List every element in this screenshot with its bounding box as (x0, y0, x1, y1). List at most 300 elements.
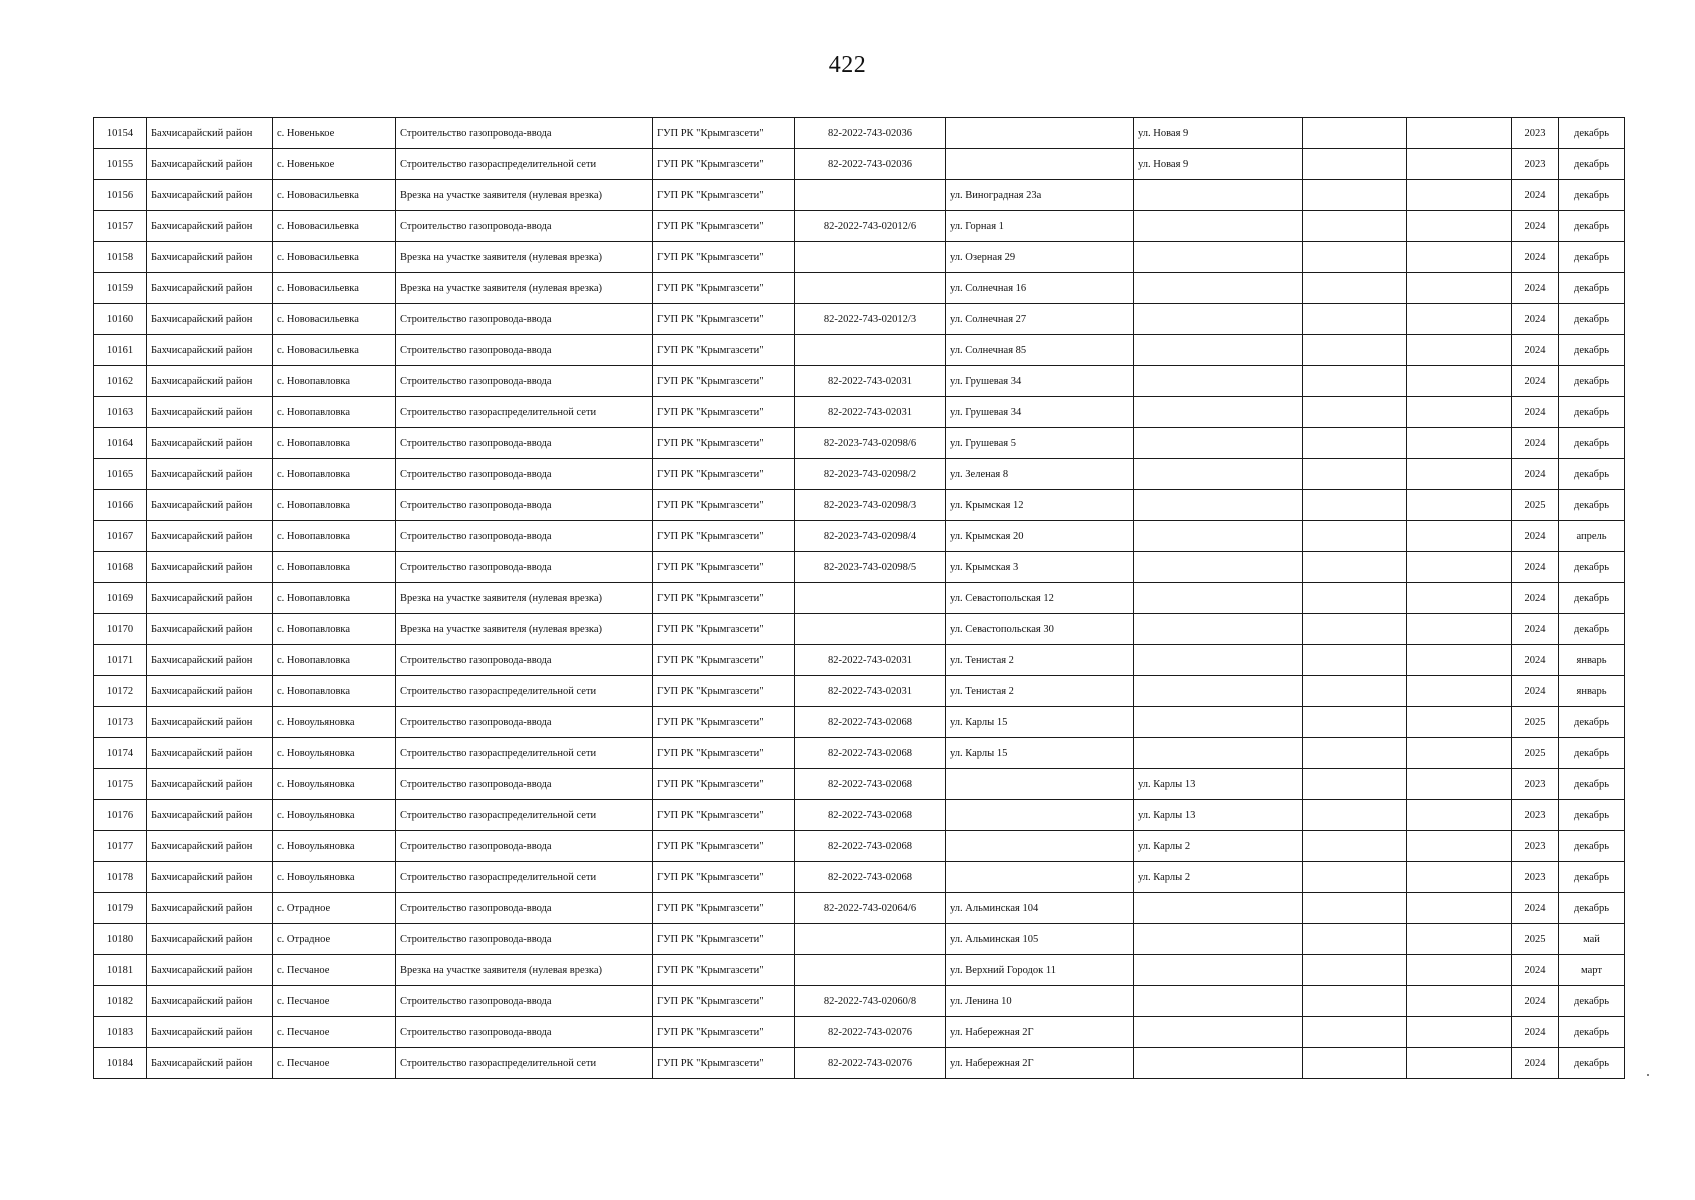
row-number-cell: 10183 (94, 1017, 147, 1048)
district-cell: Бахчисарайский район (147, 955, 273, 986)
registry-table (93, 117, 1625, 1079)
district-cell: Бахчисарайский район (147, 986, 273, 1017)
organization-cell: ГУП РК "Крымгазсети" (653, 862, 795, 893)
empty-cell (1303, 738, 1407, 769)
year-cell: 2024 (1512, 335, 1559, 366)
address-alt-cell (1134, 304, 1303, 335)
organization-cell: ГУП РК "Крымгазсети" (653, 645, 795, 676)
district-cell: Бахчисарайский район (147, 831, 273, 862)
district-cell: Бахчисарайский район (147, 676, 273, 707)
contract-number-cell: 82-2023-743-02098/6 (795, 428, 946, 459)
address-cell: ул. Набережная 2Г (946, 1048, 1134, 1079)
district-cell: Бахчисарайский район (147, 645, 273, 676)
empty-cell (1407, 862, 1512, 893)
locality-cell: с. Песчаное (273, 955, 396, 986)
row-number-cell: 10181 (94, 955, 147, 986)
address-cell: ул. Грушевая 34 (946, 366, 1134, 397)
district-cell: Бахчисарайский район (147, 893, 273, 924)
locality-cell: с. Новопавловка (273, 459, 396, 490)
year-cell: 2024 (1512, 397, 1559, 428)
year-cell: 2024 (1512, 614, 1559, 645)
month-cell: декабрь (1559, 397, 1625, 428)
month-cell: декабрь (1559, 211, 1625, 242)
organization-cell: ГУП РК "Крымгазсети" (653, 583, 795, 614)
address-alt-cell (1134, 614, 1303, 645)
locality-cell: с. Нововасильевка (273, 211, 396, 242)
table-row (94, 1048, 1625, 1079)
work-type-cell: Строительство газопровода-ввода (396, 645, 653, 676)
empty-cell (1303, 490, 1407, 521)
empty-cell (1303, 397, 1407, 428)
table-row (94, 738, 1625, 769)
locality-cell: с. Песчаное (273, 1048, 396, 1079)
organization-cell: ГУП РК "Крымгазсети" (653, 800, 795, 831)
work-type-cell: Строительство газораспределительной сети (396, 676, 653, 707)
empty-cell (1303, 304, 1407, 335)
locality-cell: с. Новоульяновка (273, 707, 396, 738)
month-cell: декабрь (1559, 552, 1625, 583)
contract-number-cell: 82-2022-743-02060/8 (795, 986, 946, 1017)
year-cell: 2024 (1512, 211, 1559, 242)
contract-number-cell: 82-2022-743-02036 (795, 149, 946, 180)
address-cell (946, 769, 1134, 800)
empty-cell (1303, 955, 1407, 986)
work-type-cell: Строительство газопровода-ввода (396, 118, 653, 149)
address-cell: ул. Виноградная 23а (946, 180, 1134, 211)
district-cell: Бахчисарайский район (147, 583, 273, 614)
year-cell: 2024 (1512, 893, 1559, 924)
year-cell: 2024 (1512, 552, 1559, 583)
empty-cell (1407, 273, 1512, 304)
work-type-cell: Строительство газопровода-ввода (396, 986, 653, 1017)
empty-cell (1407, 180, 1512, 211)
row-number-cell: 10160 (94, 304, 147, 335)
address-cell: ул. Горная 1 (946, 211, 1134, 242)
row-number-cell: 10164 (94, 428, 147, 459)
row-number-cell: 10178 (94, 862, 147, 893)
district-cell: Бахчисарайский район (147, 521, 273, 552)
work-type-cell: Строительство газопровода-ввода (396, 552, 653, 583)
district-cell: Бахчисарайский район (147, 180, 273, 211)
work-type-cell: Строительство газопровода-ввода (396, 366, 653, 397)
empty-cell (1303, 831, 1407, 862)
address-alt-cell (1134, 955, 1303, 986)
address-alt-cell (1134, 738, 1303, 769)
locality-cell: с. Новопавловка (273, 614, 396, 645)
address-cell: ул. Крымская 3 (946, 552, 1134, 583)
empty-cell (1407, 428, 1512, 459)
empty-cell (1303, 149, 1407, 180)
month-cell: декабрь (1559, 986, 1625, 1017)
work-type-cell: Строительство газораспределительной сети (396, 397, 653, 428)
year-cell: 2025 (1512, 490, 1559, 521)
month-cell: декабрь (1559, 273, 1625, 304)
contract-number-cell: 82-2022-743-02036 (795, 118, 946, 149)
row-number-cell: 10155 (94, 149, 147, 180)
table-row (94, 428, 1625, 459)
table-row (94, 490, 1625, 521)
organization-cell: ГУП РК "Крымгазсети" (653, 335, 795, 366)
year-cell: 2024 (1512, 986, 1559, 1017)
table-row (94, 304, 1625, 335)
empty-cell (1407, 707, 1512, 738)
locality-cell: с. Нововасильевка (273, 180, 396, 211)
table-row (94, 180, 1625, 211)
address-cell: ул. Карлы 15 (946, 707, 1134, 738)
locality-cell: с. Новопавловка (273, 552, 396, 583)
empty-cell (1407, 149, 1512, 180)
address-alt-cell (1134, 335, 1303, 366)
empty-cell (1303, 552, 1407, 583)
month-cell: декабрь (1559, 304, 1625, 335)
address-alt-cell (1134, 521, 1303, 552)
address-alt-cell (1134, 273, 1303, 304)
empty-cell (1407, 459, 1512, 490)
empty-cell (1407, 769, 1512, 800)
work-type-cell: Строительство газораспределительной сети (396, 800, 653, 831)
contract-number-cell (795, 955, 946, 986)
empty-cell (1407, 924, 1512, 955)
row-number-cell: 10159 (94, 273, 147, 304)
locality-cell: с. Песчаное (273, 1017, 396, 1048)
contract-number-cell: 82-2022-743-02068 (795, 738, 946, 769)
year-cell: 2024 (1512, 955, 1559, 986)
row-number-cell: 10175 (94, 769, 147, 800)
table-row (94, 583, 1625, 614)
address-cell: ул. Крымская 12 (946, 490, 1134, 521)
work-type-cell: Строительство газопровода-ввода (396, 1017, 653, 1048)
district-cell: Бахчисарайский район (147, 335, 273, 366)
work-type-cell: Строительство газораспределительной сети (396, 1048, 653, 1079)
year-cell: 2023 (1512, 149, 1559, 180)
empty-cell (1303, 676, 1407, 707)
district-cell: Бахчисарайский район (147, 924, 273, 955)
month-cell: декабрь (1559, 769, 1625, 800)
month-cell: январь (1559, 676, 1625, 707)
work-type-cell: Врезка на участке заявителя (нулевая врезка) (396, 583, 653, 614)
contract-number-cell: 82-2023-743-02098/2 (795, 459, 946, 490)
year-cell: 2024 (1512, 1048, 1559, 1079)
district-cell: Бахчисарайский район (147, 1017, 273, 1048)
organization-cell: ГУП РК "Крымгазсети" (653, 552, 795, 583)
table-row (94, 831, 1625, 862)
address-cell: ул. Зеленая 8 (946, 459, 1134, 490)
year-cell: 2025 (1512, 924, 1559, 955)
empty-cell (1303, 986, 1407, 1017)
locality-cell: с. Новопавловка (273, 397, 396, 428)
table-row (94, 273, 1625, 304)
address-alt-cell: ул. Новая 9 (1134, 149, 1303, 180)
locality-cell: с. Нововасильевка (273, 242, 396, 273)
empty-cell (1303, 800, 1407, 831)
district-cell: Бахчисарайский район (147, 862, 273, 893)
row-number-cell: 10161 (94, 335, 147, 366)
year-cell: 2025 (1512, 707, 1559, 738)
row-number-cell: 10173 (94, 707, 147, 738)
table-row (94, 676, 1625, 707)
empty-cell (1303, 769, 1407, 800)
address-alt-cell (1134, 986, 1303, 1017)
month-cell: март (1559, 955, 1625, 986)
organization-cell: ГУП РК "Крымгазсети" (653, 428, 795, 459)
address-cell: ул. Солнечная 85 (946, 335, 1134, 366)
empty-cell (1407, 366, 1512, 397)
address-alt-cell: ул. Карлы 13 (1134, 800, 1303, 831)
contract-number-cell: 82-2022-743-02068 (795, 831, 946, 862)
work-type-cell: Строительство газопровода-ввода (396, 707, 653, 738)
organization-cell: ГУП РК "Крымгазсети" (653, 1017, 795, 1048)
row-number-cell: 10166 (94, 490, 147, 521)
table-row (94, 707, 1625, 738)
table-row (94, 893, 1625, 924)
year-cell: 2025 (1512, 738, 1559, 769)
empty-cell (1407, 118, 1512, 149)
locality-cell: с. Нововасильевка (273, 335, 396, 366)
organization-cell: ГУП РК "Крымгазсети" (653, 490, 795, 521)
locality-cell: с. Новопавловка (273, 428, 396, 459)
district-cell: Бахчисарайский район (147, 304, 273, 335)
address-alt-cell (1134, 707, 1303, 738)
table-row (94, 986, 1625, 1017)
empty-cell (1407, 893, 1512, 924)
month-cell: декабрь (1559, 335, 1625, 366)
contract-number-cell: 82-2022-743-02012/6 (795, 211, 946, 242)
row-number-cell: 10167 (94, 521, 147, 552)
organization-cell: ГУП РК "Крымгазсети" (653, 924, 795, 955)
month-cell: декабрь (1559, 738, 1625, 769)
work-type-cell: Строительство газопровода-ввода (396, 335, 653, 366)
locality-cell: с. Новоульяновка (273, 738, 396, 769)
empty-cell (1303, 614, 1407, 645)
table-row (94, 924, 1625, 955)
district-cell: Бахчисарайский район (147, 118, 273, 149)
address-cell: ул. Севастопольская 30 (946, 614, 1134, 645)
contract-number-cell (795, 614, 946, 645)
address-cell (946, 862, 1134, 893)
table-row (94, 397, 1625, 428)
month-cell: январь (1559, 645, 1625, 676)
table-row (94, 1017, 1625, 1048)
table-row (94, 521, 1625, 552)
work-type-cell: Строительство газораспределительной сети (396, 149, 653, 180)
table-row (94, 552, 1625, 583)
contract-number-cell: 82-2023-743-02098/3 (795, 490, 946, 521)
row-number-cell: 10182 (94, 986, 147, 1017)
table-body (94, 118, 1625, 1079)
month-cell: декабрь (1559, 490, 1625, 521)
locality-cell: с. Новопавловка (273, 521, 396, 552)
address-cell: ул. Тенистая 2 (946, 676, 1134, 707)
organization-cell: ГУП РК "Крымгазсети" (653, 149, 795, 180)
contract-number-cell (795, 924, 946, 955)
row-number-cell: 10170 (94, 614, 147, 645)
address-alt-cell (1134, 1048, 1303, 1079)
empty-cell (1407, 211, 1512, 242)
organization-cell: ГУП РК "Крымгазсети" (653, 707, 795, 738)
month-cell: декабрь (1559, 862, 1625, 893)
work-type-cell: Врезка на участке заявителя (нулевая врезка) (396, 242, 653, 273)
year-cell: 2024 (1512, 428, 1559, 459)
empty-cell (1303, 118, 1407, 149)
empty-cell (1303, 428, 1407, 459)
contract-number-cell: 82-2023-743-02098/5 (795, 552, 946, 583)
locality-cell: с. Новенькое (273, 118, 396, 149)
month-cell: декабрь (1559, 149, 1625, 180)
month-cell: декабрь (1559, 1048, 1625, 1079)
district-cell: Бахчисарайский район (147, 1048, 273, 1079)
row-number-cell: 10171 (94, 645, 147, 676)
address-cell: ул. Альминская 105 (946, 924, 1134, 955)
address-cell: ул. Альминская 104 (946, 893, 1134, 924)
empty-cell (1303, 366, 1407, 397)
table-row (94, 118, 1625, 149)
organization-cell: ГУП РК "Крымгазсети" (653, 955, 795, 986)
contract-number-cell: 82-2022-743-02068 (795, 707, 946, 738)
work-type-cell: Строительство газопровода-ввода (396, 304, 653, 335)
empty-cell (1407, 1048, 1512, 1079)
district-cell: Бахчисарайский район (147, 769, 273, 800)
empty-cell (1303, 707, 1407, 738)
organization-cell: ГУП РК "Крымгазсети" (653, 738, 795, 769)
contract-number-cell: 82-2022-743-02031 (795, 645, 946, 676)
work-type-cell: Строительство газопровода-ввода (396, 459, 653, 490)
work-type-cell: Строительство газопровода-ввода (396, 428, 653, 459)
month-cell: декабрь (1559, 1017, 1625, 1048)
contract-number-cell (795, 583, 946, 614)
empty-cell (1407, 335, 1512, 366)
locality-cell: с. Новенькое (273, 149, 396, 180)
locality-cell: с. Нововасильевка (273, 273, 396, 304)
contract-number-cell: 82-2022-743-02068 (795, 769, 946, 800)
month-cell: декабрь (1559, 583, 1625, 614)
row-number-cell: 10169 (94, 583, 147, 614)
row-number-cell: 10174 (94, 738, 147, 769)
empty-cell (1407, 583, 1512, 614)
table-row (94, 769, 1625, 800)
organization-cell: ГУП РК "Крымгазсети" (653, 893, 795, 924)
address-cell: ул. Верхний Городок 11 (946, 955, 1134, 986)
empty-cell (1303, 645, 1407, 676)
table-row (94, 645, 1625, 676)
locality-cell: с. Новопавловка (273, 676, 396, 707)
district-cell: Бахчисарайский район (147, 552, 273, 583)
year-cell: 2023 (1512, 800, 1559, 831)
locality-cell: с. Новопавловка (273, 366, 396, 397)
row-number-cell: 10176 (94, 800, 147, 831)
locality-cell: с. Новопавловка (273, 645, 396, 676)
work-type-cell: Врезка на участке заявителя (нулевая врезка) (396, 180, 653, 211)
address-cell (946, 800, 1134, 831)
work-type-cell: Врезка на участке заявителя (нулевая врезка) (396, 273, 653, 304)
empty-cell (1303, 180, 1407, 211)
address-alt-cell (1134, 1017, 1303, 1048)
empty-cell (1303, 893, 1407, 924)
address-alt-cell (1134, 583, 1303, 614)
year-cell: 2024 (1512, 459, 1559, 490)
year-cell: 2024 (1512, 273, 1559, 304)
district-cell: Бахчисарайский район (147, 149, 273, 180)
address-alt-cell: ул. Карлы 2 (1134, 831, 1303, 862)
address-alt-cell (1134, 242, 1303, 273)
contract-number-cell: 82-2022-743-02064/6 (795, 893, 946, 924)
table-row (94, 211, 1625, 242)
address-alt-cell: ул. Новая 9 (1134, 118, 1303, 149)
month-cell: декабрь (1559, 118, 1625, 149)
address-alt-cell: ул. Карлы 13 (1134, 769, 1303, 800)
row-number-cell: 10157 (94, 211, 147, 242)
contract-number-cell (795, 273, 946, 304)
year-cell: 2023 (1512, 118, 1559, 149)
address-cell (946, 831, 1134, 862)
contract-number-cell (795, 242, 946, 273)
year-cell: 2024 (1512, 366, 1559, 397)
contract-number-cell (795, 335, 946, 366)
work-type-cell: Строительство газопровода-ввода (396, 490, 653, 521)
empty-cell (1407, 490, 1512, 521)
address-cell (946, 149, 1134, 180)
work-type-cell: Строительство газораспределительной сети (396, 738, 653, 769)
address-cell: ул. Солнечная 16 (946, 273, 1134, 304)
address-cell: ул. Ленина 10 (946, 986, 1134, 1017)
year-cell: 2024 (1512, 583, 1559, 614)
month-cell: декабрь (1559, 180, 1625, 211)
empty-cell (1407, 676, 1512, 707)
address-alt-cell (1134, 552, 1303, 583)
row-number-cell: 10184 (94, 1048, 147, 1079)
district-cell: Бахчисарайский район (147, 428, 273, 459)
empty-cell (1303, 273, 1407, 304)
district-cell: Бахчисарайский район (147, 738, 273, 769)
organization-cell: ГУП РК "Крымгазсети" (653, 1048, 795, 1079)
row-number-cell: 10177 (94, 831, 147, 862)
contract-number-cell: 82-2022-743-02031 (795, 366, 946, 397)
scan-speck (1647, 1074, 1649, 1076)
empty-cell (1303, 459, 1407, 490)
work-type-cell: Врезка на участке заявителя (нулевая врезка) (396, 614, 653, 645)
district-cell: Бахчисарайский район (147, 273, 273, 304)
organization-cell: ГУП РК "Крымгазсети" (653, 242, 795, 273)
empty-cell (1303, 924, 1407, 955)
organization-cell: ГУП РК "Крымгазсети" (653, 986, 795, 1017)
empty-cell (1303, 1017, 1407, 1048)
row-number-cell: 10156 (94, 180, 147, 211)
district-cell: Бахчисарайский район (147, 242, 273, 273)
row-number-cell: 10162 (94, 366, 147, 397)
district-cell: Бахчисарайский район (147, 614, 273, 645)
empty-cell (1407, 645, 1512, 676)
district-cell: Бахчисарайский район (147, 490, 273, 521)
month-cell: декабрь (1559, 366, 1625, 397)
empty-cell (1303, 242, 1407, 273)
work-type-cell: Строительство газораспределительной сети (396, 862, 653, 893)
year-cell: 2024 (1512, 645, 1559, 676)
address-alt-cell (1134, 459, 1303, 490)
table-row (94, 862, 1625, 893)
locality-cell: с. Отрадное (273, 893, 396, 924)
work-type-cell: Строительство газопровода-ввода (396, 924, 653, 955)
empty-cell (1407, 614, 1512, 645)
work-type-cell: Строительство газопровода-ввода (396, 831, 653, 862)
work-type-cell: Строительство газопровода-ввода (396, 769, 653, 800)
work-type-cell: Врезка на участке заявителя (нулевая врезка) (396, 955, 653, 986)
contract-number-cell: 82-2022-743-02031 (795, 397, 946, 428)
empty-cell (1407, 552, 1512, 583)
address-alt-cell (1134, 924, 1303, 955)
contract-number-cell: 82-2022-743-02076 (795, 1048, 946, 1079)
row-number-cell: 10154 (94, 118, 147, 149)
row-number-cell: 10158 (94, 242, 147, 273)
locality-cell: с. Песчаное (273, 986, 396, 1017)
